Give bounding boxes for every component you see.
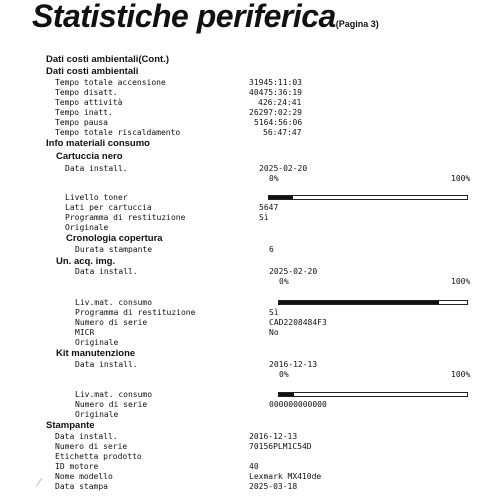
toner-heading: Cartuccia nero <box>56 151 123 162</box>
toner-return-label: Programma di restituzione <box>65 213 186 222</box>
imaging-original-label: Originale <box>75 338 119 347</box>
page-title <box>32 0 379 35</box>
maintenance-heading: Kit manutenzione <box>56 348 136 359</box>
cost-label: Tempo attività <box>55 98 123 107</box>
coverage-duration-label: Durata stampante <box>75 245 153 254</box>
toner-level-fill <box>269 196 293 199</box>
imaging-install-label: Data install. <box>75 267 138 276</box>
toner-level-label: Livello toner <box>65 193 128 202</box>
imaging-scale-min: 0% <box>279 277 289 286</box>
printer-label: Numero di serie <box>55 442 128 451</box>
printer-label: Data install. <box>55 432 118 441</box>
printer-value: 2025-03-18 <box>249 482 298 491</box>
toner-install-label: Data install. <box>65 164 128 173</box>
maintenance-original-label: Originale <box>75 410 119 419</box>
cost-label: Tempo totale riscaldamento <box>55 128 181 137</box>
toner-level-bar <box>268 195 468 200</box>
toner-pages-value: 5647 <box>259 203 279 212</box>
cost-label: Tempo disatt. <box>55 88 118 97</box>
coverage-duration-value: 6 <box>269 245 274 254</box>
cost-value: 31945:11:03 <box>249 78 302 87</box>
imaging-level-bar <box>278 300 468 305</box>
maintenance-install-label: Data install. <box>75 360 138 369</box>
toner-scale-max: 100% <box>451 174 471 183</box>
imaging-scale-max: 100% <box>451 277 471 286</box>
toner-return-value: Sì <box>259 213 269 222</box>
imaging-install-value: 2025-02-20 <box>269 267 318 276</box>
toner-install-value: 2025-02-20 <box>259 164 308 173</box>
cost-value: 26297:02:29 <box>249 108 302 117</box>
printer-label: Etichetta prodotto <box>55 452 142 461</box>
imaging-return-value: Sì <box>269 308 279 317</box>
imaging-return-label: Programma di restituzione <box>75 308 196 317</box>
imaging-level-label: Liv.mat. consumo <box>75 298 153 307</box>
toner-original-label: Originale <box>65 223 109 232</box>
cost-value: 40475:36:19 <box>249 88 302 97</box>
printer-label: ID motore <box>55 462 99 471</box>
cost-label: Tempo pausa <box>55 118 108 127</box>
maintenance-level-label: Liv.mat. consumo <box>75 390 153 399</box>
maintenance-scale-min: 0% <box>279 370 289 379</box>
maintenance-install-value: 2016-12-13 <box>269 360 318 369</box>
imaging-micr-label: MICR <box>75 328 95 337</box>
maintenance-scale-max: 100% <box>451 370 471 379</box>
printer-value: 2016-12-13 <box>249 432 298 441</box>
supplies-heading: Info materiali consumo <box>46 138 150 149</box>
report-title: Statistiche periferica <box>32 0 336 34</box>
printer-label: Data stampa <box>55 482 108 491</box>
imaging-serial-label: Numero di serie <box>75 318 148 327</box>
printer-value: 40 <box>249 462 259 471</box>
cost-label: Tempo inatt. <box>55 108 113 117</box>
cost-value: 5164:56:06 <box>254 118 303 127</box>
page-number: (Pagina 3) <box>335 19 379 29</box>
printer-label: Nome modello <box>55 472 113 481</box>
cost-value: 56:47:47 <box>263 128 302 137</box>
coverage-heading: Cronologia copertura <box>66 233 163 244</box>
printer-heading: Stampante <box>46 420 95 431</box>
maintenance-level-bar <box>278 392 468 397</box>
costs-heading: Dati costi ambientali <box>46 66 139 77</box>
cost-label: Tempo totale accensione <box>55 78 166 87</box>
imaging-micr-value: No <box>269 328 279 337</box>
printer-value: 70156PLM1C54D <box>249 442 312 451</box>
maintenance-serial-label: Numero di serie <box>75 400 148 409</box>
imaging-serial-value: CAD2208484F3 <box>269 318 327 327</box>
toner-scale-min: 0% <box>269 174 279 183</box>
pen-mark <box>36 478 47 490</box>
printer-value: Lexmark MX410de <box>249 472 322 481</box>
imaging-heading: Un. acq. img. <box>56 256 116 267</box>
maintenance-serial-value: 000000000000 <box>269 400 327 409</box>
toner-pages-label: Lati per cartuccia <box>65 203 152 212</box>
imaging-level-fill <box>279 301 439 304</box>
costs-heading-cont: Dati costi ambientali(Cont.) <box>46 54 169 65</box>
maintenance-level-fill <box>279 393 294 396</box>
cost-value: 426:24:41 <box>258 98 302 107</box>
